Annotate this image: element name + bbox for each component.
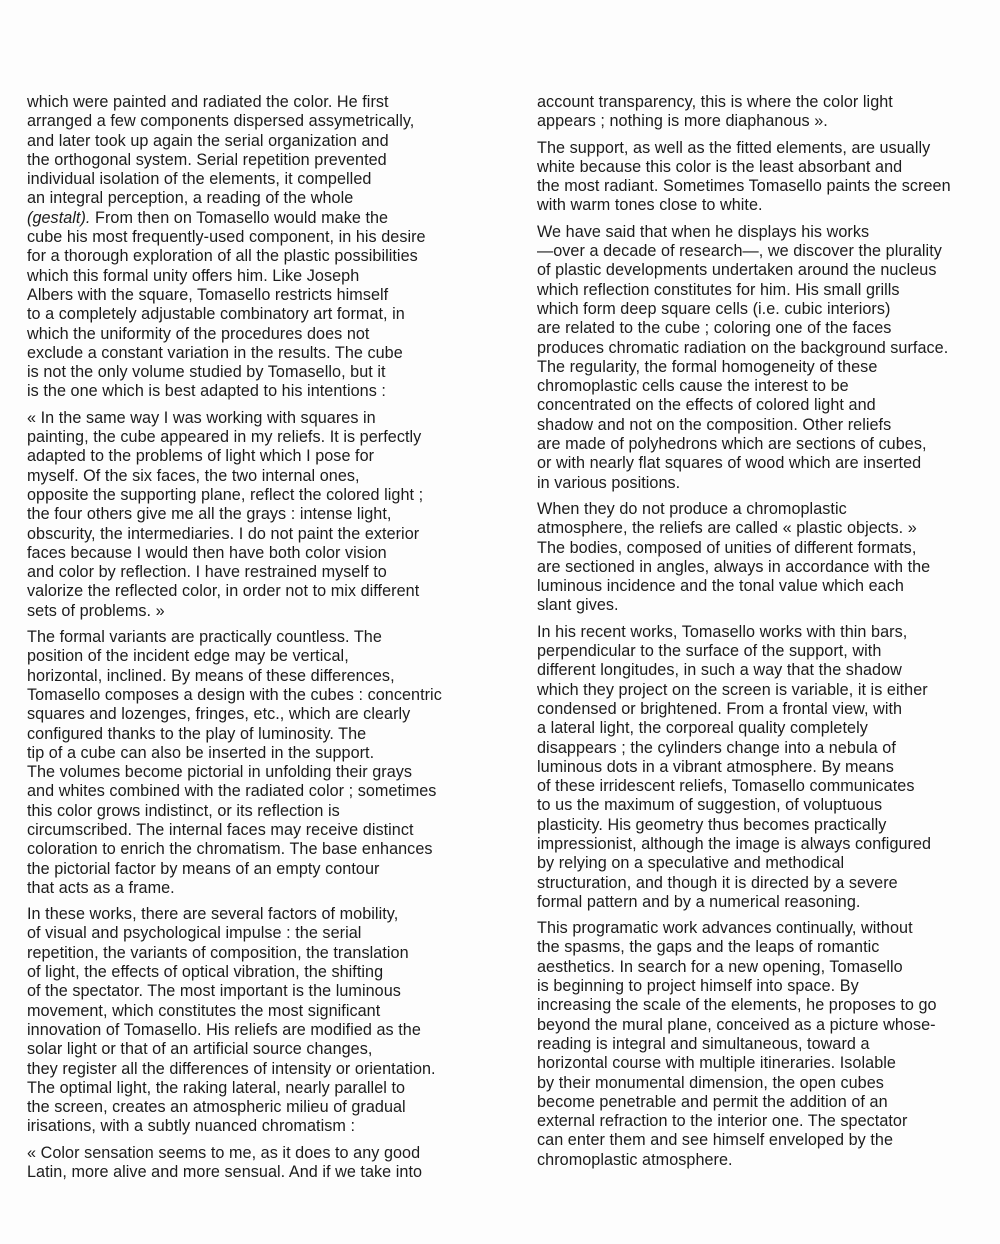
quote-color-sensation: « Color sensation seems to me, as it does to any good Latin, more alive and more sensual. And if we take into [27,1143,423,1182]
paragraph-text: From then on Tomasello would make the cube his most frequently-used component, in his desire for a thorough exploration of all the plastic possibilities which this formal unity offers him. Like Joseph Albers with the square, Tomasello restricts himself to a completely adjustable combinatory art format, in which the uniformity of the procedures does not exclude a constant variation in the results. The cube is not the only volume studied by Tomasello, but it is the one which is best adapted to his intentions : [27,208,426,401]
paragraph-thin-bars: In his recent works, Tomasello works with thin bars, perpendicular to the surface of the support, with different longitudes, in such a way that the shadow which they project on the screen is variable, it is either condensed or brightened. From a frontal view, with a lateral light, the corporeal quality completely disappears ; the cylinders change into a nebula of luminous dots in a vibrant atmosphere. By means of these irridescent reliefs, Tomasello communicates to us the maximum of suggestion, of voluptuous plasticity. His geometry thus becomes practically impressionist, although the image is always configured by relying on a speculative and methodical structuration, and though it is directed by a severe formal pattern and by a numerical reasoning. [537,622,932,911]
paragraph-mobility-factors: In these works, there are several factors of mobility, of visual and psychological impulse : the serial repetition, the variants of composition, the translation of light, the effects of optical vibration, the shifting of the spectator. The most important is the luminous movement, which constitutes the most significant innovation of Tomasello. His reliefs are modified as the solar light or that of an artificial source changes, they register all the differences of intensity or orientation. The optimal light, the raking lateral, nearly parallel to the screen, creates an atmospheric milieu of gradual irisations, with a subtly nuanced chromatism : [27,905,436,1136]
paragraph-programatic-work: This programatic work advances continually, without the spasms, the gaps and the leaps of romantic aesthetics. In search for a new opening, Tomasello is beginning to project himself into space. By increasing the scale of the elements, he proposes to go beyond the mural plane, conceived as a picture whose- reading is integral and simultaneous, toward a horizontal course with multiple itineraries. Isolable by their monumental dimension, the open cubes become penetrable and permit the addition of an external refraction to the interior one. The spectator can enter them and see himself enveloped by the chromoplastic atmosphere. [537,919,937,1169]
paragraph-formal-variants: The formal variants are practically countless. The position of the incident edge may be vertical, horizontal, inclined. By means of these differences, Tomasello composes a design with the cubes : concentric squares and lozenges, fringes, etc., which are clearly configured thanks to the play of luminosity. The tip of a cube can also be inserted in the support. The volumes become pictorial in unfolding their grays and whites combined with the radiated color ; sometimes this color grows indistinct, or its reflection is circumscribed. The internal faces may receive distinct coloration to enrich the chromatism. The base enhances the pictorial factor by means of an empty contour that acts as a frame. [27,628,442,897]
paragraph-plurality-developments: We have said that when he displays his works —over a decade of research—, we discover the plurality of plastic developments undertaken around the nucleus which reflection constitutes for him. His small grills which form deep square cells (i.e. cubic interiors) are related to the cube ; coloring one of the faces produces chromatic radiation on the background surface. The regularity, the formal homogeneity of these chromoplastic cells cause the interest to be concentrated on the effects of colored light and shadow and not on the composition. Other reliefs are made of polyhedrons which are sections of cubes, or with nearly flat squares of wood which are inserted in various positions. [537,222,949,492]
quote-squares-cube: « In the same way I was working with squares in painting, the cube appeared in my reliefs. It is perfectly adapted to the problems of light which I pose for myself. Of the six faces, the two internal ones, opposite the supporting plane, reflect the colored light ; the four others give me all the grays : intense light, obscurity, the intermediaries. I do not paint the exterior faces because I would then have both color vision and color by reflection. I have restrained myself to valorize the reflected color, in order not to mix different sets of problems. » [27,408,424,620]
left-column [27,93,482,1189]
paragraph-plastic-objects: When they do not produce a chromoplastic atmosphere, the reliefs are called « plastic objects. » The bodies, composed of unities of different formats, are sectioned in angles, always in accordance with the luminous incidence and the tonal value which each slant gives. [537,499,931,615]
paragraph-support-white: The support, as well as the fitted elements, are usually white because this color is the least absorbant and the most radiant. Sometimes Tomasello paints the screen with warm tones close to white. [537,138,951,215]
paragraph-cube-component [27,93,482,402]
paragraph-text: which were painted and radiated the color. He first arranged a few components dispersed assymetrically, and later took up again the serial organization and the orthogonal system. Serial repetition prevented individual isolation of the elements, it compelled an integral perception, a reading of the whole [27,93,415,208]
right-column [537,93,962,1177]
gestalt-term: (gestalt). [27,208,91,227]
quote-continuation: account transparency, this is where the color light appears ; nothing is more diaphanous ». [537,93,893,131]
